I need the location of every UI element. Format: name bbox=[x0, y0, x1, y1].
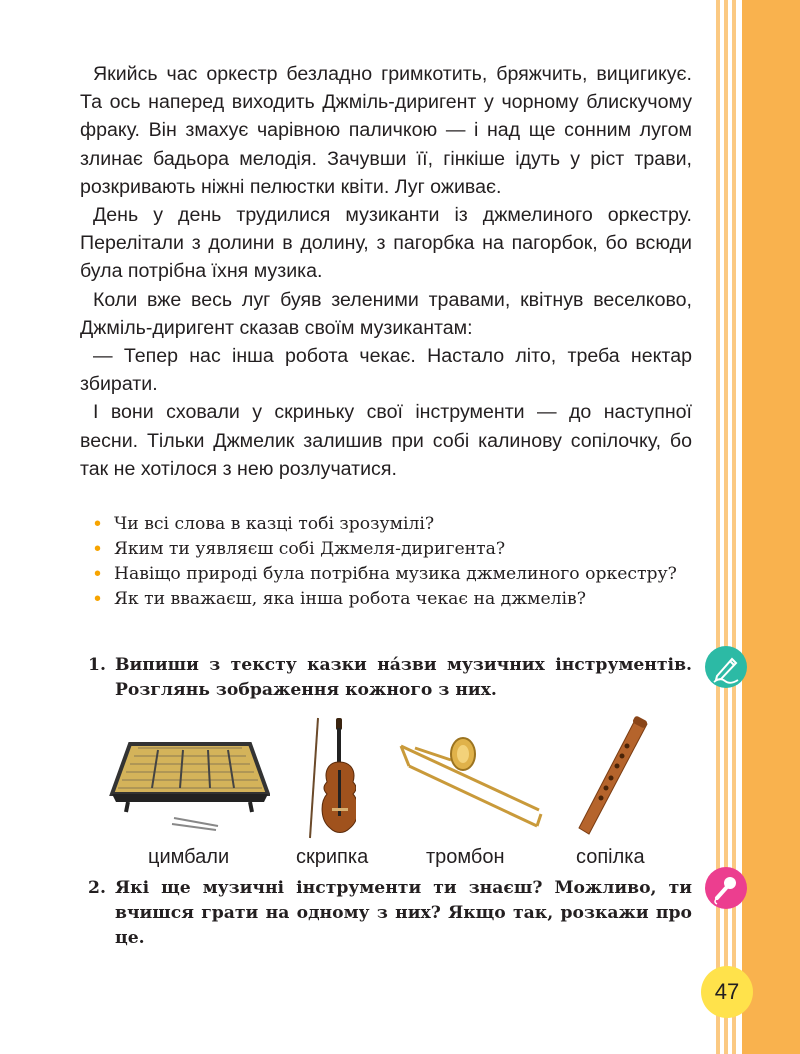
story-text bbox=[80, 60, 692, 483]
task-number: 2. bbox=[88, 878, 106, 898]
trombone-image bbox=[391, 732, 547, 830]
question-text: Чи всі слова в казці тобі зрозумілі? bbox=[114, 514, 435, 534]
bullet: • bbox=[94, 588, 102, 610]
question-text: Навіщо природі була потрібна музика джмелиного оркестру? bbox=[114, 564, 677, 584]
bullet: • bbox=[94, 563, 102, 585]
instrument-caption: цимбали bbox=[148, 846, 230, 868]
sopilka-image bbox=[567, 716, 655, 840]
question-text: Як ти вважаєш, яка інша робота чекає на джмелів? bbox=[114, 589, 586, 609]
story-paragraph: День у день трудилися музиканти із джмелиного оркестру. Перелітали з долини в долину, з пагорбка на пагорбок, бо всюди була потрібна їхня музика. bbox=[80, 204, 692, 283]
instrument-caption: тромбон bbox=[426, 846, 505, 868]
margin-band bbox=[742, 0, 800, 1054]
task-number: 1. bbox=[88, 655, 106, 675]
microphone-icon bbox=[705, 867, 747, 909]
task-text: Які ще музичні інструменти ти знаєш? Можливо, ти вчишся грати на одному з них? Якщо так, розкажи про це. bbox=[115, 878, 692, 948]
question-item bbox=[92, 562, 692, 587]
story-paragraph: Якийсь час оркестр безладно гримкотить, бряжчить, вицигикує. Та ось наперед виходить Джміль-диригент у чорному блискучому фраку. Він змахує чарівною паличкою — і над ще сонним лугом злинає бадьора мелодія. Зачувши її, гінкіше ідуть у ріст трави, розкривають ніжні пелюстки квіти. Луг оживає. bbox=[80, 63, 692, 198]
bullet: • bbox=[94, 538, 102, 560]
bullet: • bbox=[94, 513, 102, 535]
question-text: Яким ти уявляєш собі Джмеля-диригента? bbox=[114, 539, 506, 559]
cymbaly-image bbox=[108, 738, 270, 836]
page-number: 47 bbox=[701, 966, 753, 1018]
task-text: Випиши з тексту казки на́зви музичних інструментів. Розглянь зображення кожного з них. bbox=[115, 655, 692, 700]
instrument-caption: скрипка bbox=[296, 846, 369, 868]
question-item bbox=[92, 587, 692, 612]
violin-image bbox=[306, 716, 356, 840]
pen-icon bbox=[705, 646, 747, 688]
task-1 bbox=[88, 653, 692, 703]
questions-list bbox=[92, 512, 692, 612]
instrument-caption: сопілка bbox=[576, 846, 645, 868]
task-2 bbox=[88, 876, 692, 951]
story-paragraph: — Тепер нас інша робота чекає. Настало літо, треба нектар збирати. bbox=[80, 345, 692, 396]
question-item bbox=[92, 512, 692, 537]
question-item bbox=[92, 537, 692, 562]
story-paragraph: І вони сховали у скриньку свої інструменти — до наступної весни. Тільки Джмелик залишив при собі калинову сопілочку, бо так не хотілося з нею розлучатися. bbox=[80, 401, 692, 480]
story-paragraph: Коли вже весь луг буяв зеленими травами, квітнув веселково, Джміль-диригент сказав своїм музикантам: bbox=[80, 288, 692, 339]
